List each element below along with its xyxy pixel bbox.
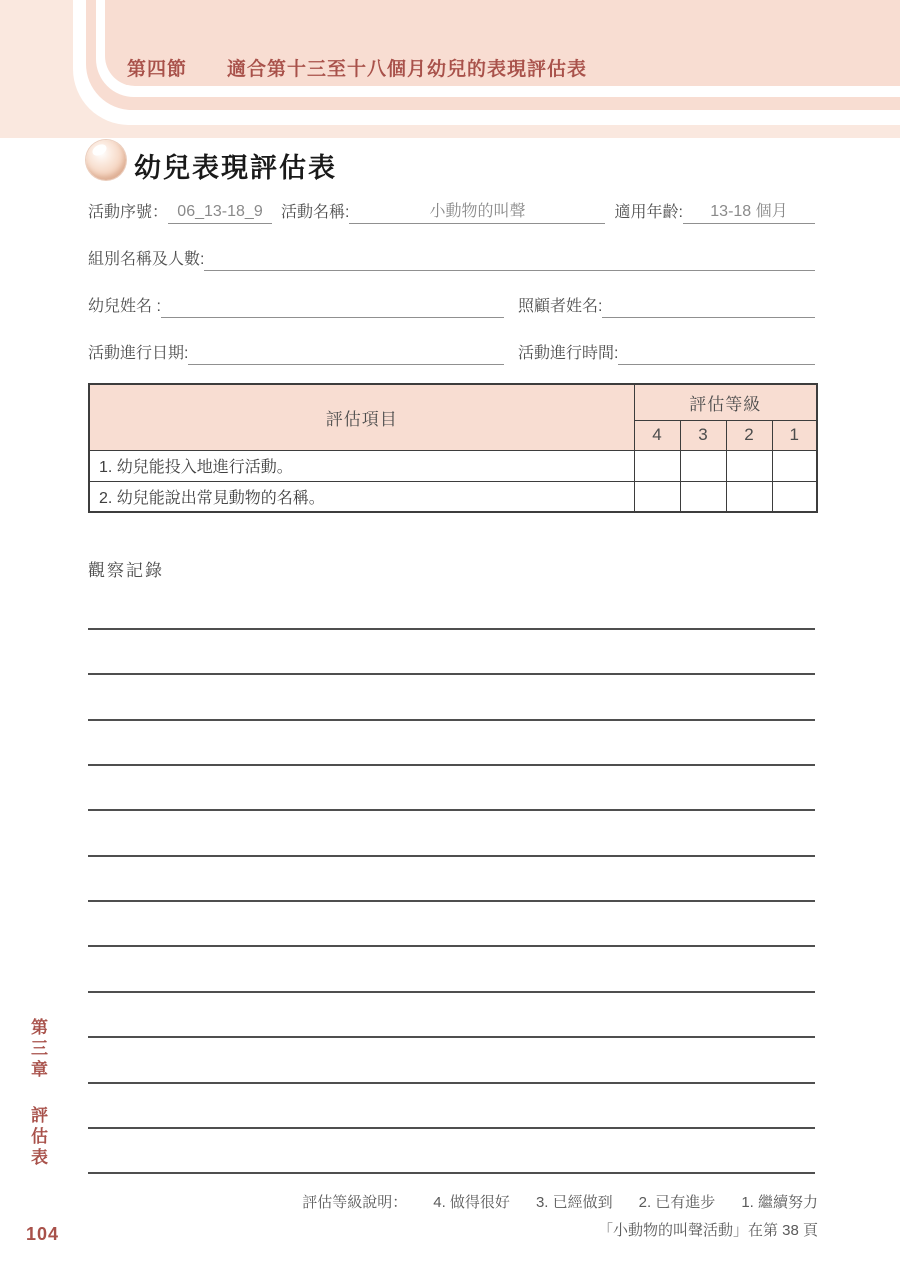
grade-legend <box>88 1191 818 1212</box>
chapter-section-label: 評估表 <box>28 1105 47 1169</box>
child-name-label: 幼兒姓名 : <box>88 298 161 315</box>
grade-number-header: 1 <box>772 420 817 450</box>
ruled-line <box>88 1127 815 1129</box>
page-number: 104 <box>26 1224 60 1244</box>
group-label: 組別名稱及人數: <box>88 251 205 268</box>
grade-cell <box>726 450 772 481</box>
grade-cell <box>680 481 726 512</box>
legend-item: 4. 做得很好 <box>433 1194 510 1211</box>
observation-lines <box>88 628 815 1188</box>
grade-cell <box>680 450 726 481</box>
grade-cell <box>772 481 817 512</box>
form-row-activity <box>88 198 815 224</box>
date-field <box>188 341 504 365</box>
activity-no-field: 06_13-18_9 <box>168 200 272 224</box>
age-field: 13-18 個月 <box>683 198 815 224</box>
page-header <box>0 0 900 138</box>
ruled-line <box>88 855 815 857</box>
caregiver-field <box>602 294 815 318</box>
grade-cell <box>634 450 680 481</box>
age-label: 適用年齡: <box>614 204 683 221</box>
ruled-line <box>88 945 815 947</box>
item-column-header: 評估項目 <box>89 384 634 450</box>
grade-cell <box>634 481 680 512</box>
section-heading <box>127 54 587 81</box>
pearl-ball-icon <box>86 140 126 180</box>
chapter-tab <box>27 1018 48 1169</box>
header-band-main <box>105 0 900 86</box>
ruled-line <box>88 1036 815 1038</box>
grade-number-header: 3 <box>680 420 726 450</box>
ruled-line <box>88 628 815 630</box>
activity-name-label: 活動名稱: <box>281 204 350 221</box>
form-row-group <box>88 246 815 271</box>
time-label: 活動進行時間: <box>518 345 619 362</box>
grade-cell <box>726 481 772 512</box>
ruled-line <box>88 991 815 993</box>
child-name-field <box>161 294 504 318</box>
form-row-datetime <box>88 340 815 365</box>
ruled-line <box>88 900 815 902</box>
ruled-line <box>88 764 815 766</box>
ruled-line <box>88 673 815 675</box>
grade-cell <box>772 450 817 481</box>
assessment-table <box>88 383 818 513</box>
assessment-item: 1. 幼兒能投入地進行活動。 <box>89 450 634 481</box>
date-label: 活動進行日期: <box>88 345 189 362</box>
legend-item: 3. 已經做到 <box>535 1194 613 1211</box>
ruled-line <box>88 1172 815 1174</box>
activity-name-field: 小動物的叫聲 <box>349 198 605 224</box>
grade-number-header: 2 <box>726 420 772 450</box>
ruled-line <box>88 719 815 721</box>
grade-number-header: 4 <box>634 420 680 450</box>
assessment-item: 2. 幼兒能說出常見動物的名稱。 <box>89 481 634 512</box>
observation-label: 觀察記錄 <box>88 561 164 580</box>
ruled-line <box>88 809 815 811</box>
caregiver-label: 照顧者姓名: <box>518 298 603 315</box>
legend-item: 2. 已有進步 <box>638 1194 716 1211</box>
section-number: 第四節 <box>127 59 188 80</box>
page-title: 幼兒表現評估表 <box>134 153 337 183</box>
table-row <box>89 481 817 512</box>
ruled-line <box>88 1082 815 1084</box>
group-field <box>204 247 815 271</box>
reference-note: 「小動物的叫聲活動」在第 38 頁 <box>597 1222 818 1239</box>
legend-label: 評估等級說明： <box>302 1194 408 1211</box>
grade-column-header: 評估等級 <box>634 384 817 420</box>
time-field <box>618 341 815 365</box>
activity-no-label: 活動序號： <box>88 204 169 221</box>
form-row-names <box>88 293 815 318</box>
chapter-label: 第三章 <box>28 1018 47 1081</box>
table-row <box>89 450 817 481</box>
section-title: 適合第十三至十八個月幼兒的表現評估表 <box>227 59 588 80</box>
legend-item: 1. 繼續努力 <box>741 1194 818 1211</box>
